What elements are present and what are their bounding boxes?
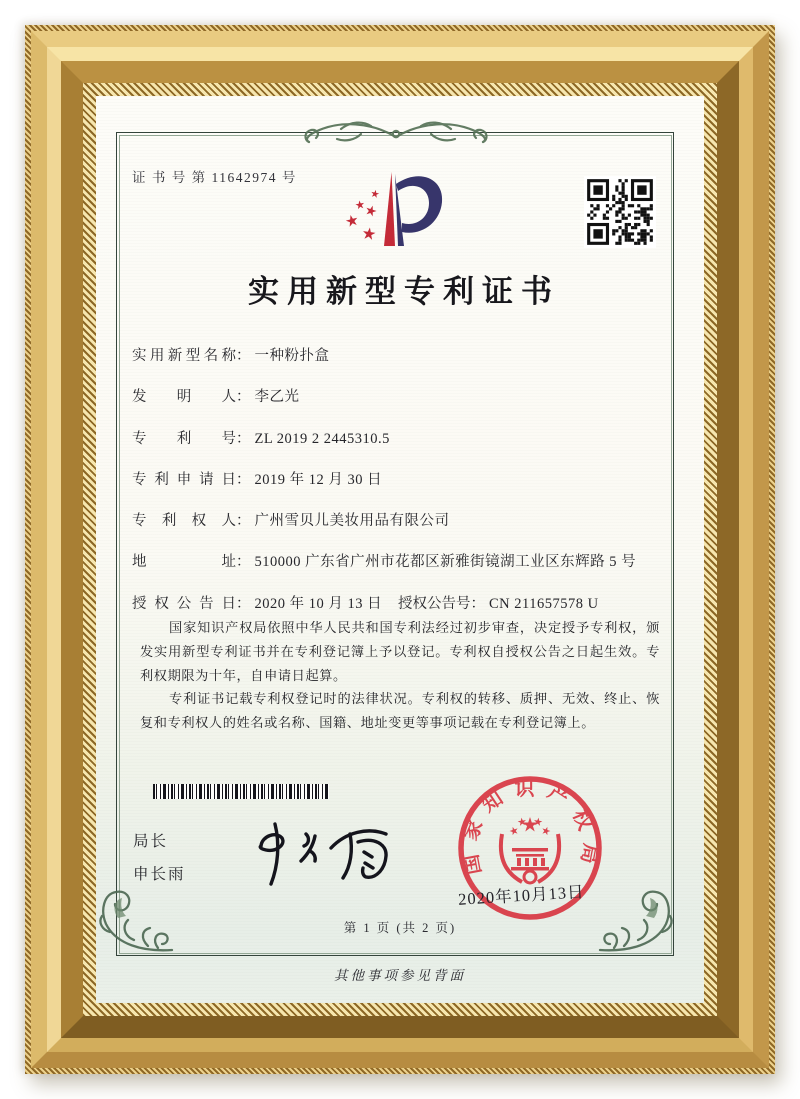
back-side-note: 其他事项参见背面 <box>334 968 466 983</box>
gold-frame-band <box>31 31 769 1068</box>
legal-text <box>140 616 660 735</box>
field-label: 专利权人 <box>132 513 236 530</box>
field-label: 授权公告号 <box>398 595 471 612</box>
field-list <box>132 344 676 633</box>
signer-title: 局长 <box>133 833 169 850</box>
seal-text: 国家知识产权局 <box>458 778 602 877</box>
field-value: 李乙光 <box>254 389 300 406</box>
legal-paragraph-2: 专利证书记载专利权登记时的法律状况。专利权的转移、质押、无效、终止、恢复和专利权人的姓名或名称、国籍、地址变更等事项记载在专利登记簿上。 <box>140 691 660 731</box>
certificate-title: 实用新型专利证书 <box>248 274 560 309</box>
page-number: 第 1 页 (共 2 页) <box>343 921 457 935</box>
field-label: 专利号 <box>132 430 236 447</box>
gold-frame-bead-trim <box>83 83 717 1016</box>
national-emblem-icon <box>501 817 559 883</box>
field-label: 专利申请日 <box>132 471 236 488</box>
gold-frame-outer <box>25 25 775 1074</box>
field-row-grant: 授权公告日： 2020 年 10 月 13 日 授权公告号： CN 211657578 U <box>132 592 676 633</box>
gold-frame-slope <box>61 61 739 1038</box>
field-value: ZL 2019 2 2445310.5 <box>254 430 390 447</box>
field-value: 2019 年 12 月 30 日 <box>254 471 383 488</box>
seal-date: 2020年10月13日 <box>457 882 586 909</box>
signer-name: 申长雨 <box>133 866 186 883</box>
field-row-name: 实用新型名称： 一种粉扑盒 <box>132 344 676 385</box>
field-value: CN 211657578 U <box>489 595 599 612</box>
qr-code <box>584 176 656 248</box>
field-value: 2020 年 10 月 13 日 <box>254 595 383 612</box>
field-row-inventor: 发明人： 李乙光 <box>132 385 676 426</box>
field-value: 广州雪贝儿美妆用品有限公司 <box>254 513 450 530</box>
field-row-patentee: 专利权人： 广州雪贝儿美妆用品有限公司 <box>132 509 676 550</box>
field-value: 一种粉扑盒 <box>254 348 330 364</box>
director-signature <box>246 794 416 894</box>
field-row-address: 地址： 510000 广东省广州市花都区新雅街镜湖工业区东辉路 5 号 <box>132 550 676 591</box>
field-label: 地址 <box>132 554 236 571</box>
field-label: 实用新型名称 <box>132 348 236 364</box>
field-row-patent-no: 专利号： ZL 2019 2 2445310.5 <box>132 427 676 468</box>
gold-frame-highlight <box>47 47 753 1052</box>
cnipa-logo-icon <box>324 160 456 272</box>
top-center-scroll-ornament <box>301 114 491 150</box>
field-row-filing-date: 专利申请日： 2019 年 12 月 30 日 <box>132 468 676 509</box>
certificate-number: 证 书 号 第 11642974 号 <box>132 170 297 185</box>
legal-paragraph-1: 国家知识产权局依照中华人民共和国专利法经过初步审查，决定授予专利权，颁发实用新型专利证书并在专利登记簿上予以登记。专利权自授权公告之日起生效。专利权期限为十年，自申请日起算。 <box>140 620 660 683</box>
field-grant-no: 授权公告号： CN 211657578 U <box>398 595 599 612</box>
field-label: 发明人 <box>132 389 236 406</box>
field-value: 510000 广东省广州市花都区新雅街镜湖工业区东辉路 5 号 <box>254 554 637 571</box>
field-label: 授权公告日 <box>132 595 236 612</box>
certificate-paper <box>96 96 704 1003</box>
